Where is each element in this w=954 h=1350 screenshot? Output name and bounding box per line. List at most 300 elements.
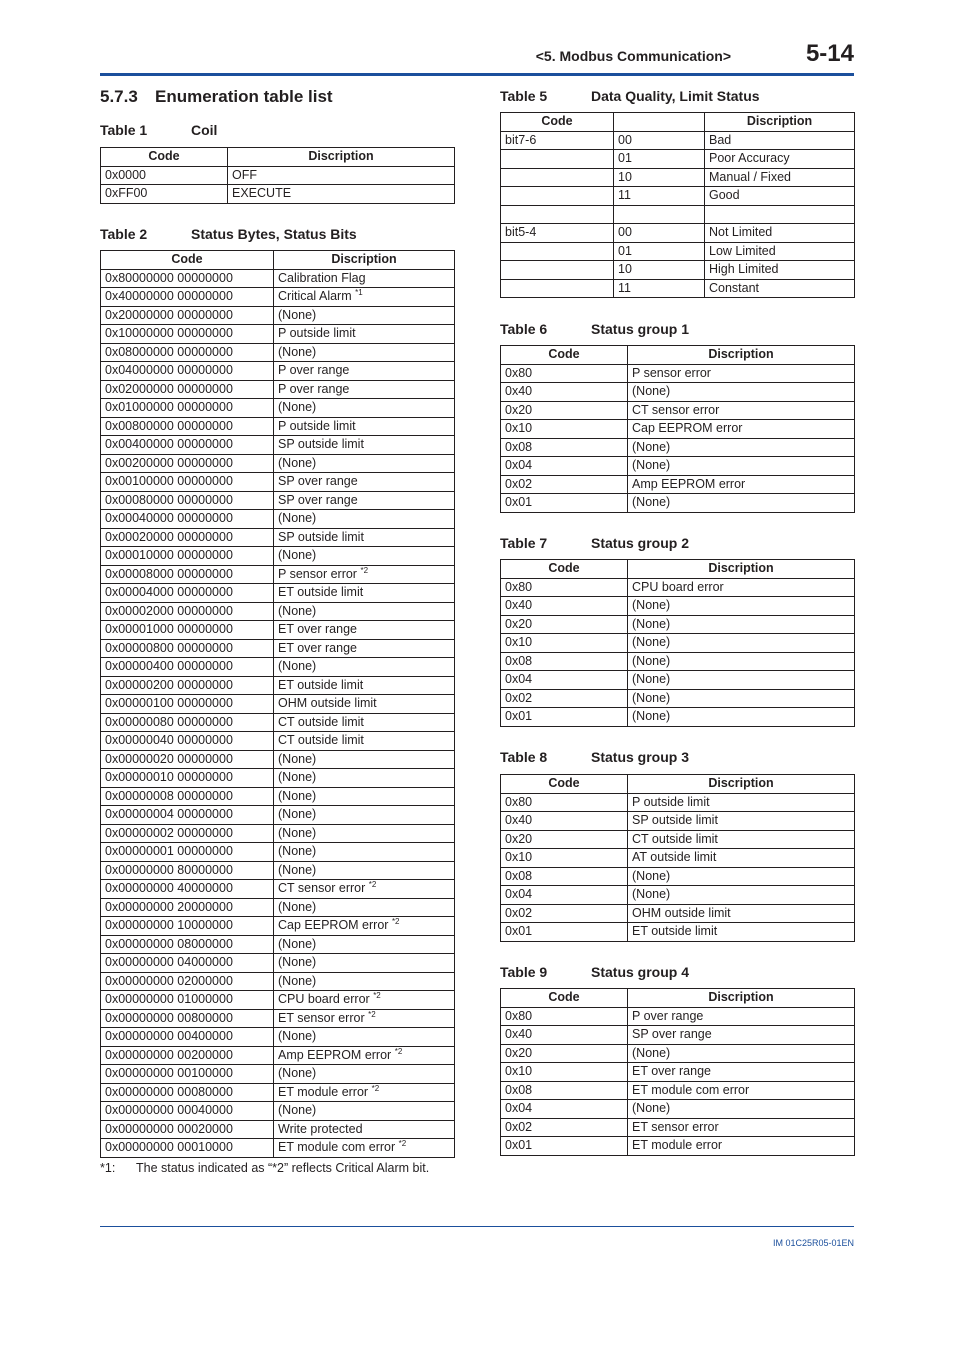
table-row	[101, 843, 455, 862]
table-cell	[705, 131, 855, 150]
table-cell	[274, 491, 455, 510]
cell-text: ET sensor error	[632, 1119, 719, 1134]
table-cell	[274, 565, 455, 584]
table-cell	[274, 713, 455, 732]
cell-text: (None)	[632, 635, 671, 650]
cell-text: OFF	[232, 167, 257, 182]
table-number: Table 5	[500, 88, 548, 104]
cell-text: Bad	[709, 132, 732, 147]
footnote-ref: *2	[368, 880, 377, 890]
cell-text: Amp EEPROM error	[632, 476, 746, 491]
cell-text: 0x01	[505, 1138, 533, 1153]
cell-text: ET over range	[278, 640, 357, 655]
cell-text: (None)	[278, 1066, 317, 1081]
cell-text: 0x10000000 00000000	[105, 326, 233, 341]
table-cell	[501, 420, 628, 439]
table-row	[101, 1028, 455, 1047]
table-row	[101, 991, 455, 1010]
table-cell	[228, 185, 455, 204]
table-cell	[501, 867, 628, 886]
cell-text: 0x00000000 20000000	[105, 899, 233, 914]
cell-text: 0x00000200 00000000	[105, 677, 233, 692]
table-row	[101, 1065, 455, 1084]
table-cell	[101, 861, 274, 880]
column-header: Discription	[628, 989, 855, 1008]
table-cell	[101, 1065, 274, 1084]
table-cell	[101, 306, 274, 325]
cell-text: ET module error	[278, 1084, 369, 1099]
table-row	[101, 1046, 455, 1065]
table-cell	[101, 454, 274, 473]
cell-text: (None)	[278, 603, 317, 618]
table-cell	[101, 1009, 274, 1028]
cell-text: High Limited	[709, 262, 779, 277]
cell-text: 0x00000100 00000000	[105, 696, 233, 711]
table-title: Status group 1	[591, 321, 690, 337]
table-row	[101, 639, 455, 658]
table-cell	[274, 843, 455, 862]
cell-text: 0x80000000 00000000	[105, 270, 233, 285]
cell-text: (None)	[278, 1103, 317, 1118]
table-cell	[274, 1009, 455, 1028]
cell-text: CT outside limit	[632, 831, 718, 846]
table-number: Table 2	[100, 226, 148, 242]
table-cell	[101, 935, 274, 954]
table-row	[501, 279, 855, 298]
table-row	[101, 713, 455, 732]
cell-text: 0x40	[505, 384, 533, 399]
cell-text: 0x00080000 00000000	[105, 492, 233, 507]
cell-text: 0x00040000 00000000	[105, 511, 233, 526]
table-cell	[628, 708, 855, 727]
cell-text: (None)	[278, 936, 317, 951]
cell-text: AT outside limit	[632, 850, 717, 865]
cell-text: (None)	[278, 344, 317, 359]
cell-text: CT sensor error	[278, 881, 366, 896]
table-cell	[614, 168, 705, 187]
cell-text: (None)	[278, 659, 317, 674]
table-cell	[614, 150, 705, 169]
cell-text: 0x80	[505, 794, 533, 809]
cell-text: 0x02	[505, 905, 533, 920]
table-cell	[628, 671, 855, 690]
table-title: Data Quality, Limit Status	[591, 88, 760, 104]
column-header: Discription	[628, 775, 855, 794]
table-cell	[274, 787, 455, 806]
cell-text: ET module com error	[278, 1140, 396, 1155]
table-cell	[501, 597, 628, 616]
cell-text: CT outside limit	[278, 733, 364, 748]
cell-text: 0x01	[505, 495, 533, 510]
cell-text: ET module error	[632, 1138, 723, 1153]
table-cell	[101, 1102, 274, 1121]
table-row	[101, 288, 455, 307]
table-cell	[274, 935, 455, 954]
cell-text: 0x0000	[105, 167, 147, 182]
table-header-row	[501, 113, 855, 132]
cell-text: (None)	[632, 868, 671, 883]
table-row	[501, 438, 855, 457]
cell-text: 0x00400000 00000000	[105, 437, 233, 452]
cell-text: ET over range	[632, 1064, 711, 1079]
cell-text: 0x08	[505, 1082, 533, 1097]
table-cell	[628, 830, 855, 849]
table-cell	[705, 279, 855, 298]
table-cell	[501, 652, 628, 671]
table-row	[501, 420, 855, 439]
table-cell	[101, 565, 274, 584]
table-cell	[101, 1028, 274, 1047]
table-row	[501, 494, 855, 513]
cell-text: (None)	[632, 690, 671, 705]
table-row	[101, 732, 455, 751]
table-row	[101, 306, 455, 325]
table-cell	[628, 867, 855, 886]
table-cell	[614, 187, 705, 206]
table-cell	[614, 205, 705, 224]
table-cell	[274, 861, 455, 880]
table-cell	[101, 1083, 274, 1102]
table-cell	[628, 1081, 855, 1100]
table-row	[501, 634, 855, 653]
cell-text: (None)	[632, 384, 671, 399]
table-cell	[101, 991, 274, 1010]
table-cell	[501, 812, 628, 831]
column-header	[614, 113, 705, 132]
table-row	[101, 166, 455, 185]
table-2-caption	[100, 226, 357, 242]
table-row	[501, 1118, 855, 1137]
table-row	[101, 602, 455, 621]
cell-text: P outside limit	[278, 326, 356, 341]
cell-text: (None)	[278, 511, 317, 526]
footnote-ref: *2	[391, 917, 400, 927]
table-cell	[274, 880, 455, 899]
table-cell	[501, 150, 614, 169]
table-cell	[101, 954, 274, 973]
cell-text: ET sensor error	[278, 1010, 365, 1025]
cell-text: 0x00000000 80000000	[105, 862, 233, 877]
table-cell	[628, 615, 855, 634]
table-cell	[274, 1083, 455, 1102]
table-cell	[501, 187, 614, 206]
table-row	[101, 787, 455, 806]
cell-text: 0x00000002 00000000	[105, 825, 233, 840]
table-row	[501, 1026, 855, 1045]
table-cell	[101, 399, 274, 418]
table-cell	[628, 364, 855, 383]
table-row	[501, 150, 855, 169]
table-cell	[101, 436, 274, 455]
table-cell	[628, 1137, 855, 1156]
table-cell	[274, 621, 455, 640]
table-cell	[101, 1139, 274, 1158]
table-cell	[501, 615, 628, 634]
cell-text: P outside limit	[278, 418, 356, 433]
table-row	[101, 436, 455, 455]
footnote-text: The status indicated as “*2” reflects Critical Alarm bit.	[136, 1161, 430, 1175]
table-cell	[501, 1026, 628, 1045]
cell-text: 0x20	[505, 402, 533, 417]
cell-text: 0x00100000 00000000	[105, 474, 233, 489]
table-header-row	[101, 148, 455, 167]
cell-text: Manual / Fixed	[709, 169, 791, 184]
table-row	[501, 923, 855, 942]
cell-text: 0x00000000 08000000	[105, 936, 233, 951]
cell-text: bit5-4	[505, 225, 537, 240]
footnote	[100, 1161, 429, 1175]
cell-text: CPU board error	[632, 579, 724, 594]
cell-text: 0x20	[505, 831, 533, 846]
cell-text: 0x00000000 01000000	[105, 992, 233, 1007]
table-row	[101, 695, 455, 714]
table-row	[501, 793, 855, 812]
table-1-caption	[100, 122, 217, 138]
section-title: Enumeration table list	[155, 87, 333, 106]
table-cell	[101, 417, 274, 436]
table-cell	[274, 1046, 455, 1065]
section-heading	[100, 87, 333, 107]
table-number: Table 9	[500, 964, 548, 980]
cell-text: 0x04	[505, 458, 533, 473]
table-cell	[274, 769, 455, 788]
table-row	[101, 880, 455, 899]
cell-text: 0x10	[505, 1064, 533, 1079]
page-number: 5-14	[805, 40, 854, 67]
table-cell	[501, 923, 628, 942]
cell-text: 0x00000010 00000000	[105, 770, 233, 785]
cell-text: 0x00000008 00000000	[105, 788, 233, 803]
table-cell	[101, 325, 274, 344]
table-cell	[101, 658, 274, 677]
cell-text: (None)	[278, 770, 317, 785]
table-cell	[101, 380, 274, 399]
table-cell	[274, 1065, 455, 1084]
table-row	[501, 1100, 855, 1119]
table-row	[101, 1102, 455, 1121]
cell-text: (None)	[632, 672, 671, 687]
footnote-ref: *2	[373, 991, 381, 1001]
table-cell	[101, 806, 274, 825]
table-row	[501, 224, 855, 243]
cell-text: (None)	[278, 1029, 317, 1044]
table-cell	[501, 364, 628, 383]
table-cell	[274, 306, 455, 325]
cell-text: 10	[618, 169, 632, 184]
cell-text: 0x00000000 00800000	[105, 1010, 233, 1025]
cell-text: 0x00020000 00000000	[105, 529, 233, 544]
cell-text: 0x04	[505, 672, 533, 687]
cell-text: (None)	[632, 616, 671, 631]
cell-text: (None)	[278, 788, 317, 803]
table-8-caption	[500, 749, 689, 765]
cell-text: 0x00000000 00200000	[105, 1047, 233, 1062]
table-cell	[274, 658, 455, 677]
table-cell	[274, 824, 455, 843]
table-cell	[274, 1139, 455, 1158]
table-row	[101, 676, 455, 695]
cell-text: 0x00000040 00000000	[105, 733, 233, 748]
table-cell	[101, 510, 274, 529]
table-cell	[101, 972, 274, 991]
cell-text: 0x08000000 00000000	[105, 344, 233, 359]
table-number: Table 8	[500, 749, 548, 765]
table-7-caption	[500, 535, 689, 551]
table-row	[501, 1137, 855, 1156]
table-cell	[274, 362, 455, 381]
cell-text: 0x20000000 00000000	[105, 307, 233, 322]
table-cell	[101, 713, 274, 732]
table-cell	[501, 634, 628, 653]
cell-text: 0x00000000 10000000	[105, 918, 233, 933]
table-cell	[628, 793, 855, 812]
cell-text: (None)	[278, 973, 317, 988]
table-number: Table 1	[100, 122, 148, 138]
table-2-status-bytes	[100, 250, 455, 1158]
table-cell	[501, 224, 614, 243]
table-cell	[628, 401, 855, 420]
column-header: Code	[501, 989, 628, 1008]
table-cell	[501, 205, 614, 224]
table-cell	[101, 185, 228, 204]
document-id: IM 01C25R05-01EN	[772, 1238, 854, 1248]
cell-text: 00	[618, 132, 632, 147]
table-cell	[101, 343, 274, 362]
table-cell	[501, 1118, 628, 1137]
table-cell	[628, 923, 855, 942]
table-cell	[501, 849, 628, 868]
table-9-caption	[500, 964, 689, 980]
cell-text: (None)	[278, 307, 317, 322]
cell-text: bit7-6	[505, 132, 537, 147]
cell-text: (None)	[278, 548, 317, 563]
cell-text: 0x02000000 00000000	[105, 381, 233, 396]
table-row	[501, 708, 855, 727]
table-cell	[274, 898, 455, 917]
footnote-ref: *2	[394, 1046, 403, 1056]
table-cell	[274, 732, 455, 751]
cell-text: CPU board error	[278, 992, 370, 1007]
cell-text: 0x02	[505, 476, 533, 491]
cell-text: 0x00008000 00000000	[105, 566, 233, 581]
table-row	[101, 898, 455, 917]
table-row	[101, 658, 455, 677]
table-row	[101, 325, 455, 344]
table-cell	[501, 242, 614, 261]
table-row	[501, 242, 855, 261]
table-6-caption	[500, 321, 689, 337]
table-row	[501, 475, 855, 494]
table-cell	[501, 689, 628, 708]
column-header: Code	[501, 775, 628, 794]
table-row	[501, 205, 855, 224]
cell-text: SP over range	[278, 474, 358, 489]
table-cell	[501, 401, 628, 420]
table-cell	[628, 438, 855, 457]
table-cell	[101, 750, 274, 769]
table-row	[501, 383, 855, 402]
table-cell	[628, 1044, 855, 1063]
table-row	[501, 689, 855, 708]
table-6-status-group-1	[500, 345, 855, 513]
cell-text: P outside limit	[632, 794, 710, 809]
cell-text: ET outside limit	[632, 924, 718, 939]
cell-text: 0x00000400 00000000	[105, 659, 233, 674]
table-7-status-group-2	[500, 559, 855, 727]
table-cell	[705, 242, 855, 261]
cell-text: 0x00000000 00100000	[105, 1066, 233, 1081]
table-cell	[614, 279, 705, 298]
table-row	[101, 343, 455, 362]
table-cell	[101, 898, 274, 917]
table-cell	[628, 494, 855, 513]
table-cell	[101, 584, 274, 603]
table-cell	[274, 1102, 455, 1121]
table-row	[501, 261, 855, 280]
table-cell	[101, 787, 274, 806]
table-row	[501, 652, 855, 671]
table-cell	[274, 343, 455, 362]
table-cell	[274, 602, 455, 621]
cell-text: 0x00000000 04000000	[105, 955, 233, 970]
chapter-title: <5. Modbus Communication>	[535, 48, 731, 64]
cell-text: (None)	[632, 598, 671, 613]
cell-text: SP outside limit	[278, 437, 364, 452]
table-cell	[274, 528, 455, 547]
table-cell	[628, 849, 855, 868]
table-row	[501, 187, 855, 206]
table-cell	[274, 1120, 455, 1139]
cell-text: (None)	[632, 653, 671, 668]
cell-text: 0x04	[505, 887, 533, 902]
cell-text: (None)	[632, 887, 671, 902]
table-cell	[501, 1137, 628, 1156]
cell-text: 0x80	[505, 579, 533, 594]
table-cell	[705, 150, 855, 169]
table-cell	[274, 510, 455, 529]
table-row	[101, 1009, 455, 1028]
cell-text: 0x01000000 00000000	[105, 400, 233, 415]
table-cell	[274, 473, 455, 492]
table-cell	[628, 904, 855, 923]
cell-text: Cap EEPROM error	[632, 421, 743, 436]
table-5-caption	[500, 88, 760, 104]
cell-text: 0x00000000 00400000	[105, 1029, 233, 1044]
table-title: Coil	[191, 122, 218, 138]
table-cell	[501, 261, 614, 280]
cell-text: 0x00000000 02000000	[105, 973, 233, 988]
cell-text: (None)	[632, 709, 671, 724]
column-header: Code	[101, 251, 274, 270]
cell-text: 0x00000000 00080000	[105, 1084, 233, 1099]
column-header: Code	[501, 560, 628, 579]
cell-text: P sensor error	[278, 566, 357, 581]
table-cell	[101, 1046, 274, 1065]
table-cell	[628, 1063, 855, 1082]
table-row	[101, 565, 455, 584]
table-row	[101, 584, 455, 603]
table-header-row	[501, 775, 855, 794]
table-cell	[274, 269, 455, 288]
cell-text: P over range	[278, 363, 350, 378]
cell-text: 0x00000000 40000000	[105, 881, 233, 896]
table-cell	[274, 547, 455, 566]
table-row	[101, 750, 455, 769]
table-cell	[501, 904, 628, 923]
table-row	[501, 1007, 855, 1026]
cell-text: 0x00000020 00000000	[105, 751, 233, 766]
cell-text: 0x80	[505, 365, 533, 380]
